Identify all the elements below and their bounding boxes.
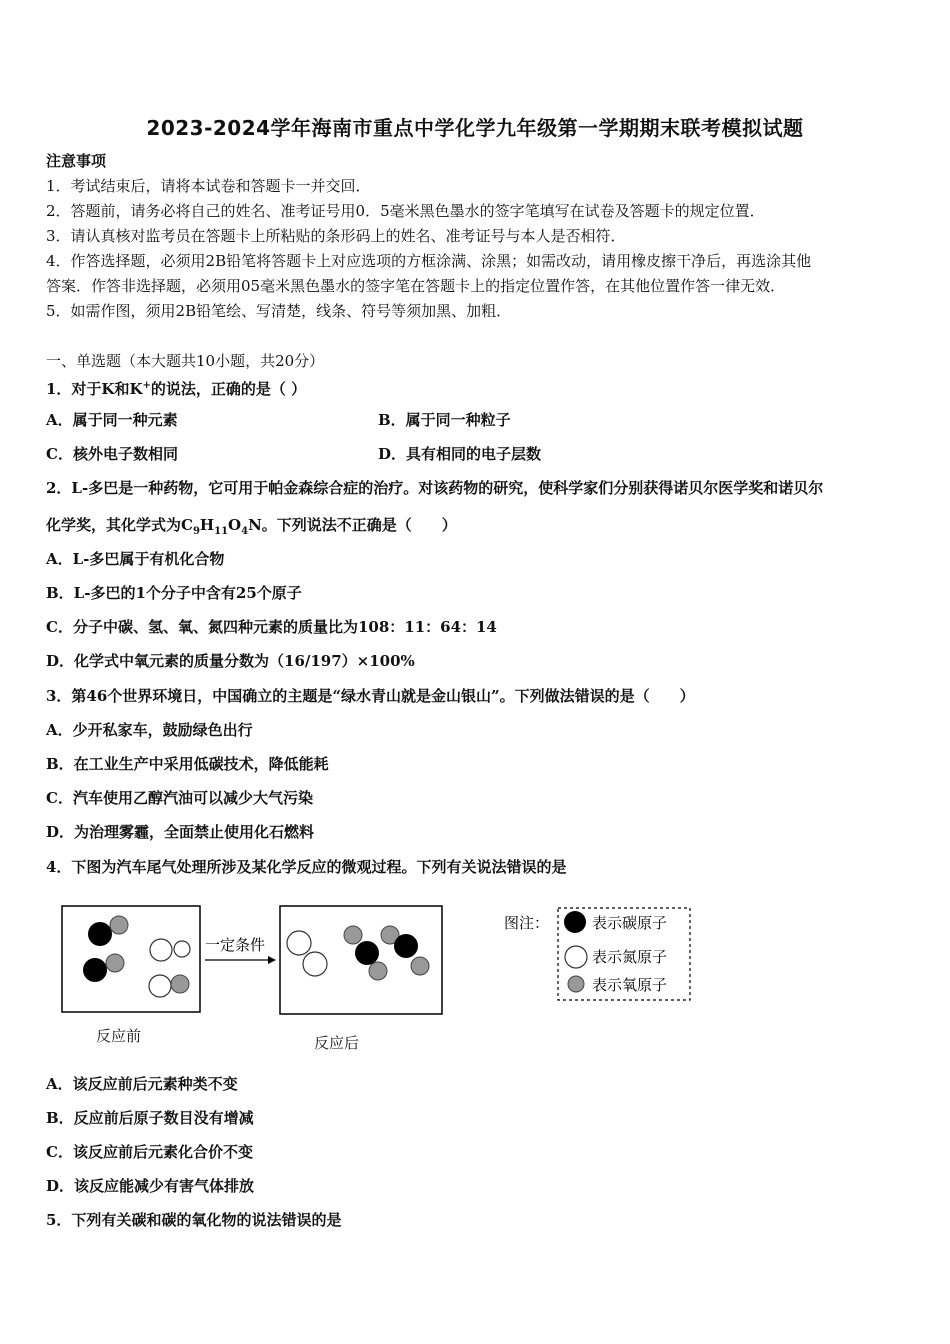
question-2-option-b: B．L-多巴的1个分子中含有25个原子 [46, 584, 302, 602]
question-4-option-a: A．该反应前后元素种类不变 [46, 1075, 238, 1093]
legend-oxygen-label: 表示氧原子 [592, 976, 668, 994]
carbon-atom [355, 941, 379, 965]
question-3-option-b: B．在工业生产中采用低碳技术，降低能耗 [46, 755, 329, 773]
question-1-option-d: D．具有相同的电子层数 [378, 445, 542, 463]
question-4-option-c: C．该反应前后元素化合价不变 [46, 1143, 253, 1161]
question-1-option-b: B．属于同一种粒子 [378, 411, 511, 429]
legend-carbon-swatch [564, 911, 586, 933]
notice-item: 4．作答选择题，必须用2B铅笔将答题卡上对应选项的方框涂满、涂黑；如需改动，请用橡皮擦干净后，再选涂其他 [46, 252, 812, 270]
legend-oxygen-swatch [568, 976, 584, 992]
question-3-option-c: C．汽车使用乙醇汽油可以减少大气污染 [46, 789, 313, 807]
question-2-stem-line2: 化学奖，其化学式为$C_9H_{11}O_4N$。下列说法不正确是（ ） [46, 516, 457, 537]
question-4-option-d: D．该反应能减少有害气体排放 [46, 1177, 255, 1195]
oxygen-atom [411, 957, 429, 975]
question-1-stem: 1．对于K和K+的说法，正确的是（ ） [46, 380, 307, 398]
nitrogen-atom [303, 952, 327, 976]
oxygen-atom [110, 916, 128, 934]
legend-title: 图注： [504, 914, 550, 932]
question-2-option-a: A．L-多巴属于有机化合物 [46, 550, 225, 568]
legend-carbon-label: 表示碳原子 [592, 914, 668, 932]
carbon-atom [83, 958, 107, 982]
notice-item: 5．如需作图，须用2B铅笔绘、写清楚，线条、符号等须加黑、加粗． [46, 302, 512, 320]
oxygen-atom [106, 954, 124, 972]
oxygen-atom [344, 926, 362, 944]
legend-nitrogen-swatch [565, 946, 587, 968]
before-box [62, 906, 200, 1012]
legend-nitrogen-label: 表示氮原子 [592, 948, 668, 966]
page-title: 2023-2024学年海南市重点中学化学九年级第一学期期末联考模拟试题 [146, 116, 804, 140]
question-4-option-b: B．反应前后原子数目没有增减 [46, 1109, 254, 1127]
question-2-option-d: D．化学式中氧元素的质量分数为（16/197）×100% [46, 652, 415, 670]
reaction-arrow-head [268, 956, 276, 964]
carbon-atom [88, 922, 112, 946]
carbon-atom [394, 934, 418, 958]
notice-item: 1．考试结束后，请将本试卷和答题卡一并交回． [46, 177, 371, 195]
oxygen-atom-outline [174, 941, 190, 957]
notice-heading: 注意事项 [46, 152, 107, 170]
oxygen-atom [369, 962, 387, 980]
reaction-diagram [60, 900, 700, 1060]
caption-after: 反应后 [314, 1034, 360, 1052]
nitrogen-atom [287, 931, 311, 955]
notice-item: 答案．作答非选择题，必须用05毫米黑色墨水的签字笔在答题卡上的指定位置作答，在其他位置作答一律无效． [46, 277, 786, 295]
notice-item: 3．请认真核对监考员在答题卡上所粘贴的条形码上的姓名、准考证号与本人是否相符． [46, 227, 626, 245]
section-heading: 一、单选题（本大题共10小题，共20分） [46, 352, 325, 370]
nitrogen-atom [149, 975, 171, 997]
question-4-stem: 4．下图为汽车尾气处理所涉及某化学反应的微观过程。下列有关说法错误的是 [46, 858, 567, 876]
nitrogen-atom [150, 939, 172, 961]
oxygen-atom [171, 975, 189, 993]
question-3-stem: 3．第46个世界环境日，中国确立的主题是“绿水青山就是金山银山”。下列做法错误的是（ ） [46, 687, 695, 705]
question-3-option-d: D．为治理雾霾，全面禁止使用化石燃料 [46, 823, 315, 841]
question-2-stem-line1: 2．L-多巴是一种药物，它可用于帕金森综合症的治疗。对该药物的研究，使科学家们分别获得诺贝尔医学奖和诺贝尔 [46, 479, 824, 497]
reaction-diagram-svg [60, 900, 700, 1060]
question-1-option-a: A．属于同一种元素 [46, 411, 178, 429]
question-5-stem: 5．下列有关碳和碳的氧化物的说法错误的是 [46, 1211, 342, 1229]
question-2-option-c: C．分子中碳、氢、氧、氮四种元素的质量比为108：11：64：14 [46, 618, 497, 636]
question-1-option-c: C．核外电子数相同 [46, 445, 178, 463]
question-3-option-a: A．少开私家车，鼓励绿色出行 [46, 721, 253, 739]
reaction-condition: 一定条件 [205, 936, 266, 954]
caption-before: 反应前 [96, 1027, 142, 1045]
notice-item: 2．答题前，请务必将自己的姓名、准考证号用0．5毫米黑色墨水的签字笔填写在试卷及答题卡的规定位置． [46, 202, 765, 220]
